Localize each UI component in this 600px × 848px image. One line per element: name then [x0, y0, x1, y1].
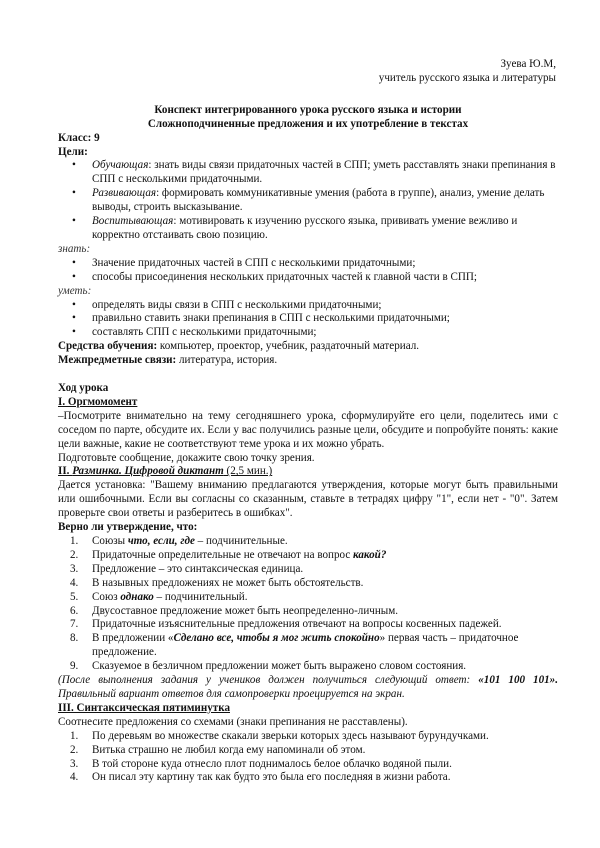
section-1-text: –Посмотрите внимательно на тему сегодняшнего урока, сформулируйте его цели, поделитесь ими с соседом по парте, обсудите их. Если у вас получились разные цели, обсудите и попробуйте понять: какие цели важные, какие не соответствуют теме урока и их можно убрать. — [58, 409, 558, 450]
list-item: 3. В той стороне куда отнесло плот поднималось белое облачко водяной пыли. — [70, 757, 452, 770]
bullet-icon: • — [72, 270, 76, 283]
means-line: Средства обучения: компьютер, проектор, учебник, раздаточный материал. — [58, 340, 420, 353]
list-item: 8. В предложении «Сделано все, чтобы я мог жить спокойно» первая часть – придаточное предложение. — [70, 632, 519, 659]
can-list — [58, 299, 558, 341]
goals-list — [58, 159, 558, 242]
section-3-heading: III. Синтаксическая пятиминутка — [58, 701, 230, 714]
list-item: • правильно ставить знаки препинания в СПП с несколькими придаточными; — [72, 312, 450, 325]
list-item: 7. Придаточные изъяснительные предложения отвечают на вопросы косвенных падежей. — [70, 618, 502, 631]
bullet-icon: • — [72, 187, 76, 200]
list-item: • Развивающая: формировать коммуникативные умения (работа в группе), анализ, умение делать выводы, строить высказывание. — [72, 187, 545, 214]
section-2-question: Верно ли утверждение, что: — [58, 521, 198, 534]
know-list — [58, 257, 558, 285]
section-1-text-2: Подготовьте сообщение, докажите свою точку зрения. — [58, 451, 315, 464]
class-line: Класс: 9 — [58, 131, 100, 144]
list-item: 1. Союзы что, если, где – подчинительные. — [70, 535, 288, 547]
know-label: знать: — [58, 242, 91, 255]
list-item: 6. Двусоставное предложение может быть неопределенно-личным. — [70, 604, 399, 617]
section-2-heading: II. Разминка. Цифровой диктант (2,5 мин.) — [58, 465, 273, 478]
bullet-icon: • — [72, 215, 76, 228]
section-1-heading: I. Оргмомомент — [58, 395, 138, 408]
list-item: • определять виды связи в СПП с несколькими придаточными; — [72, 298, 382, 311]
bullet-icon: • — [72, 298, 76, 311]
author-name: Зуева Ю.М, — [500, 58, 556, 70]
list-item: • составлять СПП с несколькими придаточными; — [72, 326, 317, 339]
bullet-icon: • — [72, 159, 76, 172]
title-line-1: Конспект интегрированного урока русского языка и истории — [154, 103, 462, 116]
list-item: 5. Союз однако – подчинительный. — [70, 590, 248, 603]
list-item: 2. Витька страшно не любил когда ему напоминали об этом. — [70, 743, 366, 756]
bullet-icon: • — [72, 326, 76, 339]
list-item: 1. По деревьям во множестве скакали зверьки которых здесь называют бурундучками. — [70, 729, 489, 742]
title-line-2: Сложноподчиненные предложения и их употребление в текстах — [147, 117, 469, 130]
author-position: учитель русского языка и литературы — [378, 71, 556, 84]
author-block — [58, 58, 556, 86]
links-line: Межпредметные связи: литература, история. — [58, 354, 278, 367]
list-item: 4. В назывных предложениях не может быть обстоятельств. — [70, 576, 364, 589]
lesson-heading: Ход урока — [58, 382, 109, 395]
section-3-text: Соотнесите предложения со схемами (знаки препинания не расставлены). — [58, 715, 408, 728]
statements-list — [58, 535, 558, 674]
list-item: 4. Он писал эту картину так как будто это была его последняя в жизни работа. — [70, 771, 451, 784]
list-item: 2. Придаточные определительные не отвечают на вопрос какой? — [70, 548, 387, 561]
list-item: • Воспитывающая: мотивировать к изучению русского языка, прививать умение вежливо и корректно отстаивать свою позицию. — [72, 215, 518, 241]
can-label: уметь: — [58, 284, 92, 297]
answer-note: (После выполнения задания у учеников должен получиться следующий ответ: «101 100 101». Правильный вариант ответов для самопроверки проецируется на экран. — [58, 674, 558, 700]
bullet-icon: • — [72, 312, 76, 325]
goals-heading: Цели: — [58, 145, 88, 158]
section-2-text: Дается установка: "Вашему вниманию предлагаются утверждения, которые могут быть правильными или ошибочными. Если вы согласны со сказанным, ставьте в тетрадях цифру "1", если нет - "0". Затем проверьте свои ответы и разберитесь в ошибках". — [58, 479, 558, 520]
list-item: 3. Предложение – это синтаксическая единица. — [70, 562, 304, 575]
document-title — [58, 104, 558, 132]
list-item: • Значение придаточных частей в СПП с несколькими придаточными; — [72, 256, 416, 269]
sentences-list — [58, 730, 558, 786]
list-item: 9. Сказуемое в безличном предложении может быть выражено словом состояния. — [70, 660, 467, 673]
list-item: • Обучающая: знать виды связи придаточных частей в СПП; уметь расставлять знаки препинания в СПП с несколькими придаточными. — [72, 159, 556, 186]
bullet-icon: • — [72, 256, 76, 269]
list-item: • способы присоединения нескольких придаточных частей к главной части в СПП; — [72, 270, 477, 283]
